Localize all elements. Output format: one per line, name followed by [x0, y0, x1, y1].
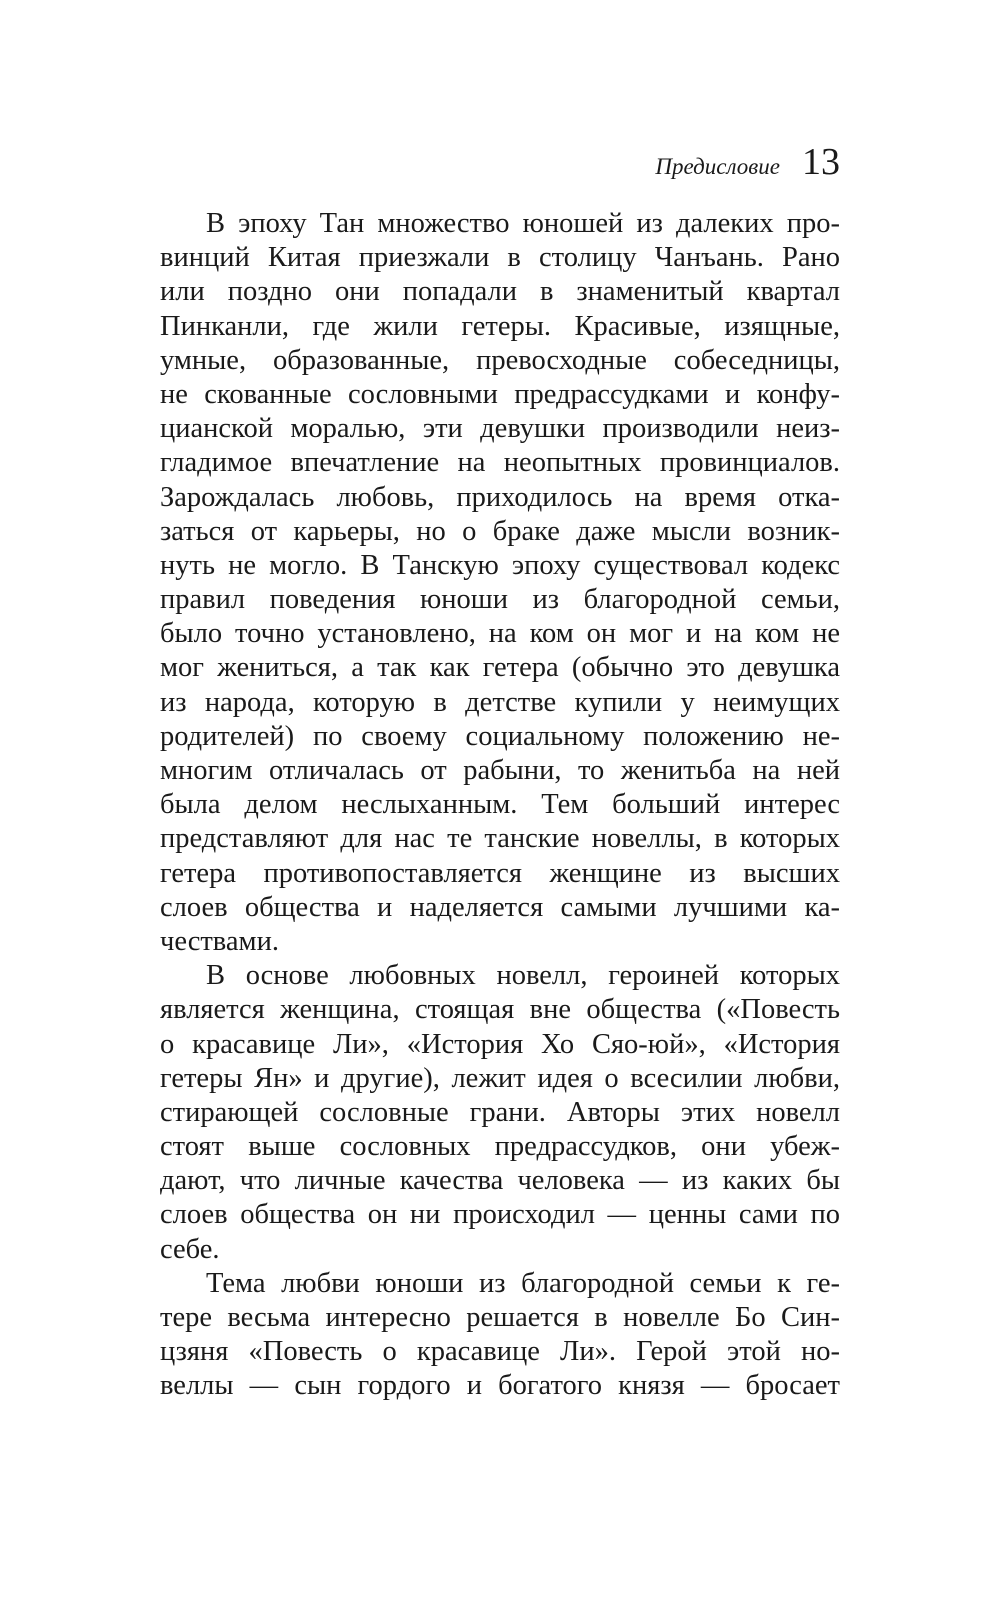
text-line: цзяня «Повесть о красавице Ли». Герой этой но-: [160, 1336, 840, 1368]
text-line: Пинканли, где жили гетеры. Красивые, изящные,: [160, 310, 840, 342]
text-line: или поздно они попадали в знаменитый квартал: [160, 276, 840, 308]
paragraph: [160, 207, 840, 959]
running-head: [160, 140, 840, 186]
text-line: многим отличалась от рабыни, то женитьба на ней: [160, 755, 840, 786]
text-line: не скованные сословными предрассудками и конфу-: [160, 378, 840, 410]
text-line: умные, образованные, превосходные собеседницы,: [160, 344, 840, 376]
paragraph: [160, 1267, 840, 1404]
text-line: Тема любви юноши из благородной семьи к ге-: [206, 1267, 840, 1299]
text-line: о красавице Ли», «История Хо Сяо-юй», «История: [160, 1028, 840, 1060]
text-line: В основе любовных новелл, героиней которых: [206, 960, 840, 992]
text-line: дают, что личные качества человека — из каких бы: [160, 1165, 840, 1197]
text-line: было точно установлено, на ком он мог и на ком не: [160, 618, 840, 650]
paragraph: [160, 959, 840, 1267]
text-line: себе.: [160, 1233, 220, 1265]
text-line: гетеры Ян» и другие), лежит идея о всесилии любви,: [160, 1062, 840, 1094]
text-line: родителей) по своему социальному положению не-: [160, 720, 840, 752]
text-line: веллы — сын гордого и богатого князя — бросает: [160, 1370, 840, 1402]
text-line: является женщина, стоящая вне общества («Повесть: [160, 994, 840, 1026]
text-line: Зарождалась любовь, приходилось на время отка-: [160, 481, 840, 513]
text-line: мог жениться, а так как гетера (обычно это девушка: [160, 652, 840, 684]
body-text: [160, 207, 840, 1404]
page-number: 13: [802, 141, 840, 183]
text-line: из народа, которую в детстве купили у неимущих: [160, 686, 840, 718]
text-line: стирающей сословные грани. Авторы этих новелл: [160, 1096, 840, 1128]
text-line: заться от карьеры, но о браке даже мысли возник-: [160, 515, 840, 547]
text-line: винций Китая приезжали в столицу Чанъань. Рано: [160, 242, 840, 274]
text-line: В эпоху Тан множество юношей из далеких про-: [206, 208, 840, 239]
text-line: тере весьма интересно решается в новелле Бо Син-: [160, 1302, 840, 1333]
text-line: гладимое впечатление на неопытных провинциалов.: [160, 447, 840, 479]
text-line: представляют для нас те танские новеллы, в которых: [160, 823, 840, 855]
text-line: слоев общества и наделяется самыми лучшими ка-: [160, 891, 840, 923]
text-line: была делом неслыханным. Тем больший интерес: [160, 789, 840, 821]
text-line: чествами.: [160, 925, 279, 957]
text-line: гетера противопоставляется женщине из высших: [160, 857, 840, 889]
text-line: стоят выше сословных предрассудков, они убеж-: [160, 1131, 840, 1163]
running-title: Предисловие: [655, 154, 780, 179]
text-line: цианской моралью, эти девушки производили неиз-: [160, 413, 840, 445]
text-line: правил поведения юноши из благородной семьи,: [160, 584, 840, 616]
text-line: слоев общества он ни происходил — ценны сами по: [160, 1199, 840, 1231]
text-line: нуть не могло. В Танскую эпоху существовал кодекс: [160, 549, 840, 581]
